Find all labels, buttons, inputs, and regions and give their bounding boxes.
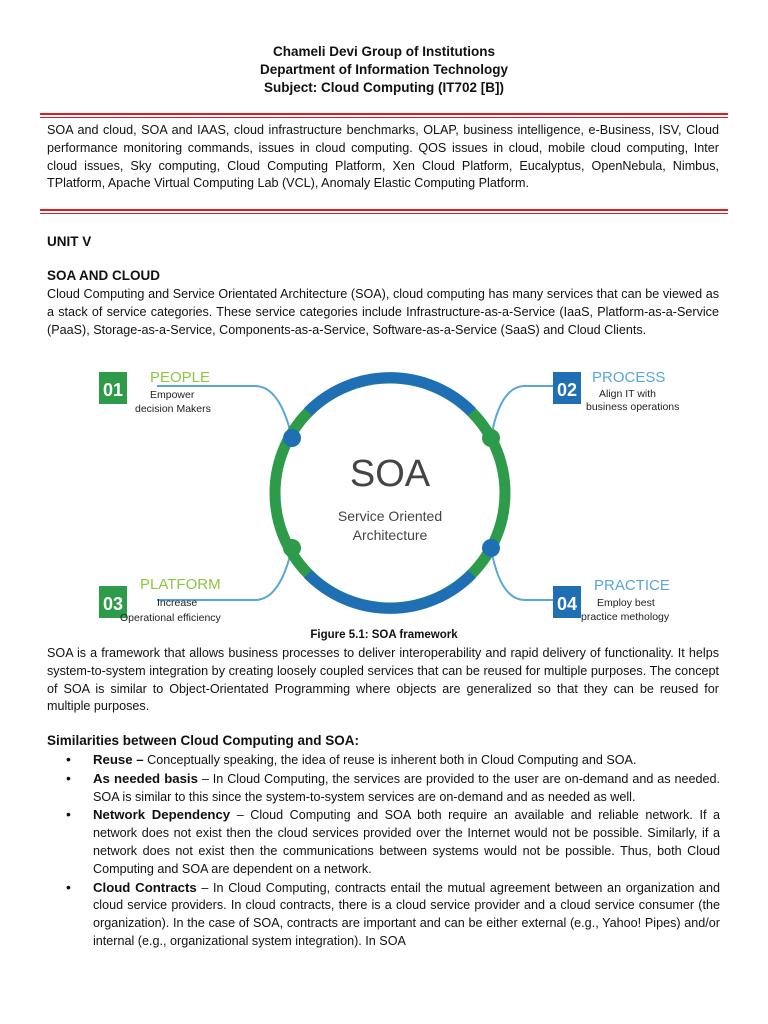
soa-ring-blue-bottom	[308, 574, 472, 608]
svg-text:Align IT with: Align IT with	[599, 388, 656, 400]
bottom-divider-thin	[40, 213, 728, 214]
svg-text:04: 04	[556, 594, 578, 614]
process-title: PROCESS	[592, 369, 666, 386]
svg-text:decision Makers: decision Makers	[135, 403, 211, 415]
platform-title: PLATFORM	[140, 576, 221, 593]
list-item: • Network Dependency – Cloud Computing and SOA both require an available and reliable network. If a network does not exist then the cloud services provided over the Internet would not be possible. Similarly, if a network does not exist then the communications between systems would not be possible. Thus, both Cloud Computing and SOA are dependent on a network.	[66, 806, 720, 876]
syllabus-topics: SOA and cloud, SOA and IAAS, cloud infrastructure benchmarks, OLAP, business intelligence, e-Business, ISV, Cloud performance monitoring commands, issues in cloud computing. QOS issues in cloud, mobile cloud computing, Inter cloud issues, Sky computing, Cloud Computing Platform, Xen Cloud Platform, Eucalyptus, OpenNebula, Nimbus, TPlatform, Apache Virtual Computing Lab (VCL), Anomaly Elastic Computing Platform.	[47, 123, 719, 191]
svg-text:Increase: Increase	[157, 597, 198, 609]
top-divider	[40, 113, 728, 115]
soa-center-subtitle-2: Architecture	[352, 527, 428, 543]
bottom-divider	[40, 209, 728, 211]
svg-text:02: 02	[556, 380, 578, 400]
subject-title: Subject: Cloud Computing (IT702 [B])	[264, 80, 504, 95]
svg-text:Operational efficiency: Operational efficiency	[120, 612, 221, 624]
soa-paragraph: SOA is a framework that allows business processes to deliver interoperability and rapid delivery of functionality. It helps system-to-system integration by creating loosely coupled services that can be reused for multiple purposes. The concept of SOA is similar to Object-Orientated Programming where objects are generalized so that they can be reused for multiple purposes.	[47, 646, 719, 714]
similarities-list	[66, 751, 720, 951]
soa-center-title: SOA	[349, 453, 431, 495]
section-title: SOA AND CLOUD	[47, 268, 160, 283]
ring-dot	[482, 539, 500, 557]
list-item: • Reuse – Conceptually speaking, the idea of reuse is inherent both in Cloud Computing and SOA.	[66, 751, 637, 767]
svg-text:03: 03	[102, 594, 124, 614]
figure-caption: Figure 5.1: SOA framework	[310, 629, 458, 641]
people-title: PEOPLE	[150, 369, 211, 386]
department-name: Department of Information Technology	[259, 62, 508, 77]
top-divider-thin	[40, 117, 728, 118]
svg-text:Empower: Empower	[150, 389, 195, 401]
institution-name: Chameli Devi Group of Institutions	[272, 44, 495, 59]
svg-text:business operations: business operations	[586, 401, 680, 413]
connector-process	[491, 386, 553, 438]
soa-center-subtitle-1: Service Oriented	[337, 508, 443, 524]
list-item: • As needed basis – In Cloud Computing, the services are provided to the user are on-demand and as needed. SOA is similar to this since the system-to-system services are on-demand and as needed as well.	[66, 769, 721, 804]
list-item: • Cloud Contracts – In Cloud Computing, contracts entail the mutual agreement between an organization and cloud service providers. In cloud contracts, there is a cloud service provider and a cloud service consumer (the organization). In the case of SOA, contracts are important and can be either external (e.g., Yahoo! Pipes) and/or internal (e.g., organizational system integration). In SOA	[66, 878, 721, 948]
similarities-title: Similarities between Cloud Computing and SOA:	[47, 733, 360, 748]
unit-title: UNIT V	[47, 234, 92, 249]
intro-paragraph: Cloud Computing and Service Orientated Architecture (SOA), cloud computing has many services that can be viewed as a stack of service categories. These service categories include Infrastructure-as-a-Service (IaaS, Platform-as-a-Service (PaaS), Storage-as-a-Service, Components-as-a-Service, Software-as-a-Service (SaaS) and Cloud Clients.	[47, 287, 719, 337]
soa-framework-figure	[95, 360, 685, 630]
soa-ring-blue-top	[308, 378, 472, 412]
svg-text:01: 01	[102, 380, 124, 400]
ring-dot	[482, 429, 500, 447]
svg-text:Employ best: Employ best	[597, 597, 655, 609]
ring-dot	[283, 429, 301, 447]
svg-text:practice methology: practice methology	[581, 611, 670, 623]
ring-dot	[283, 539, 301, 557]
practice-title: PRACTICE	[594, 577, 670, 594]
connector-practice	[491, 548, 553, 600]
